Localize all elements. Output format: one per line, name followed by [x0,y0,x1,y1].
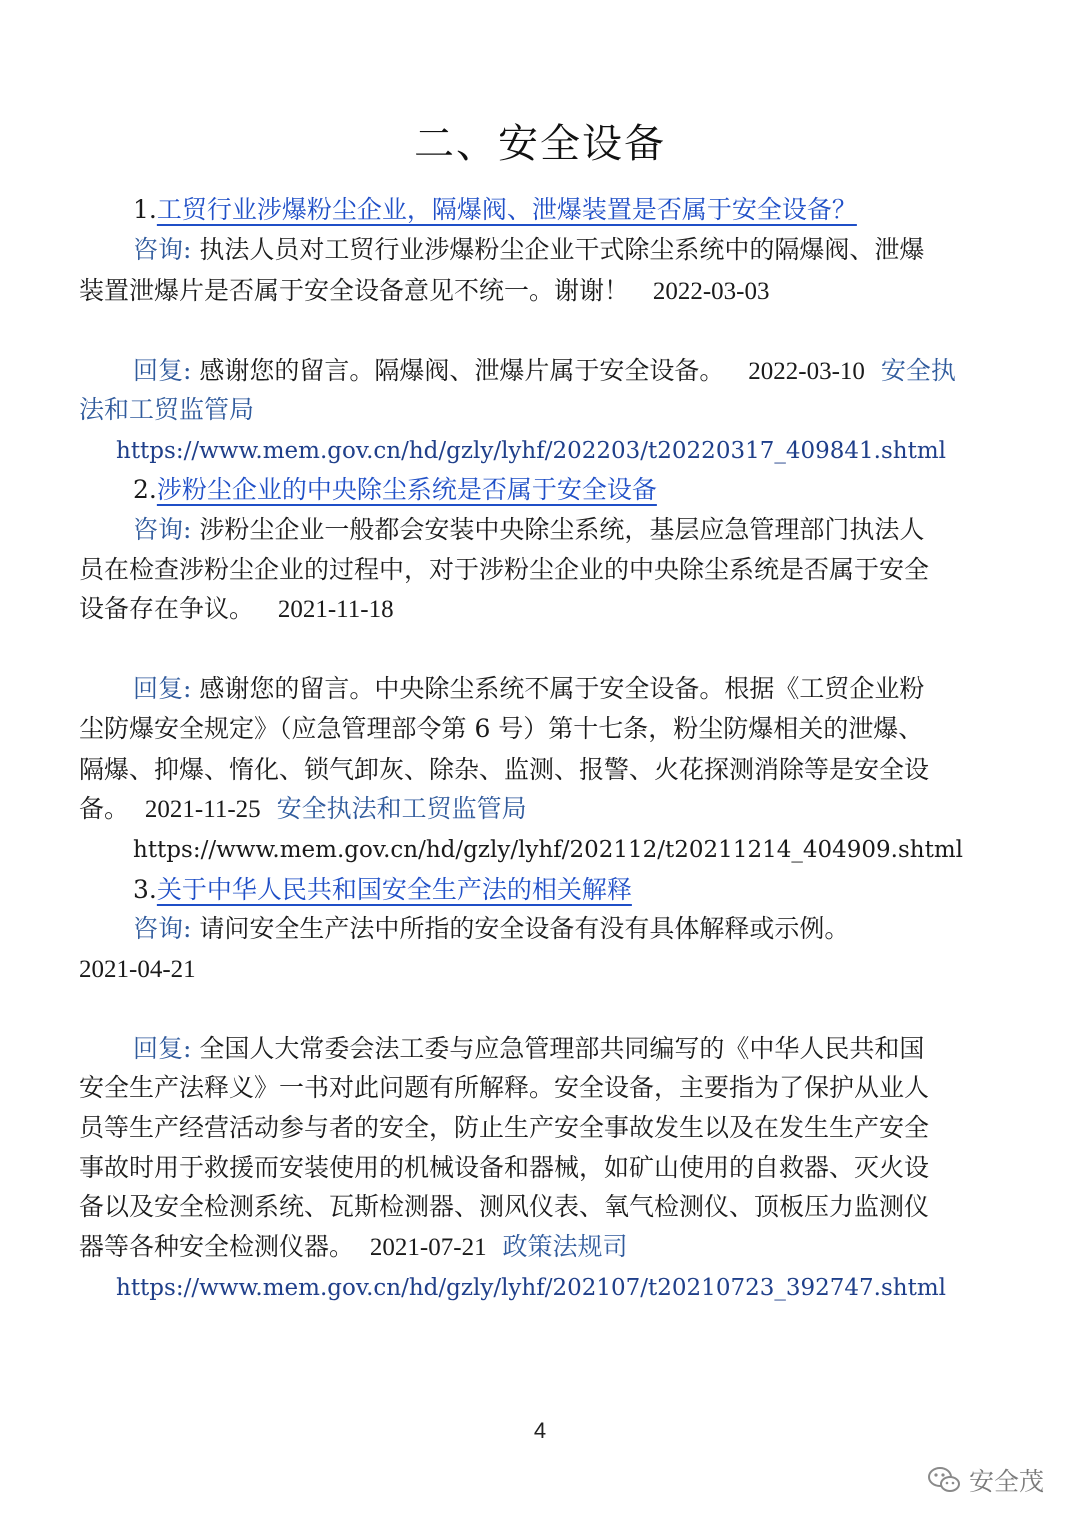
watermark [927,1462,1044,1498]
consult-2-line2: 员在检查涉粉尘企业的过程中，对于涉粉尘企业的中央除尘系统是否属于安全 [79,555,930,584]
reply-3-line6 [79,1227,628,1268]
consult-1-date: 2022-03-03 [652,278,770,305]
question-2-number: 2. [133,475,157,504]
consult-3-label: 咨询: [133,914,192,943]
consult-2-text3: 设备存在争议。 [79,594,255,623]
question-1-link[interactable]: 工贸行业涉爆粉尘企业，隔爆阀、泄爆装置是否属于安全设备？ [156,195,857,224]
question-2 [133,470,657,510]
question-3-link[interactable]: 关于中华人民共和国安全生产法的相关解释 [156,875,632,904]
question-2-link[interactable]: 涉粉尘企业的中央除尘系统是否属于安全设备 [156,475,657,504]
reply-3-line2: 安全生产法释义》一书对此问题有所解释。安全设备，主要指为了保护从业人 [79,1073,930,1102]
reply-2-date: 2021-11-25 [144,796,261,823]
url-3[interactable]: https://www.mem.gov.cn/hd/gzly/lyhf/202107/t20210723_392747.shtml [116,1275,946,1301]
consult-2-date: 2021-11-18 [277,596,394,623]
url-1[interactable]: https://www.mem.gov.cn/hd/gzly/lyhf/202203/t20220317_409841.shtml [116,438,946,464]
consult-3-date: 2021-04-21 [79,956,196,983]
reply-1-label: 回复: [133,356,192,385]
reply-3-dept: 政策法规司 [502,1232,628,1261]
wechat-icon [927,1465,961,1495]
reply-2-line2: 尘防爆安全规定》（应急管理部令第 6 号）第十七条，粉尘防爆相关的泄爆、 [79,714,924,743]
reply-1-dept: 安全执 [880,356,956,385]
reply-3-line1 [133,1029,924,1069]
consult-1-line1 [133,230,924,270]
reply-2-dept: 安全执法和工贸监管局 [276,794,527,823]
reply-3-text6: 器等各种安全检测仪器。 [79,1232,355,1261]
consult-2-label: 咨询: [133,515,192,544]
question-1-number: 1. [133,195,157,224]
consult-1-label: 咨询: [133,235,192,264]
url-2[interactable]: https://www.mem.gov.cn/hd/gzly/lyhf/202112/t20211214_404909.shtml [133,837,963,863]
reply-3-line3: 员等生产经营活动参与者的安全，防止生产安全事故发生以及在发生生产安全 [79,1113,930,1142]
consult-2-line3 [79,589,394,630]
consult-1-text2: 装置泄爆片是否属于安全设备意见不统一。谢谢！ [79,276,630,305]
question-3-number: 3. [133,875,157,904]
reply-3-line5: 备以及安全检测系统、瓦斯检测器、测风仪表、氧气检测仪、顶板压力监测仪 [79,1192,930,1221]
consult-1-text: 执法人员对工贸行业涉爆粉尘企业干式除尘系统中的隔爆阀、泄爆 [199,235,925,264]
reply-2-text4: 备。 [79,794,130,823]
consult-2-line1 [133,510,924,550]
reply-1-text: 感谢您的留言。隔爆阀、泄爆片属于安全设备。 [199,356,725,385]
consult-3-line1 [133,909,849,949]
reply-2-label: 回复: [133,674,192,703]
question-3 [133,870,632,910]
reply-1-line2 [79,390,254,430]
reply-3-label: 回复: [133,1034,192,1063]
reply-1-line1 [133,351,956,392]
consult-2-text: 涉粉尘企业一般都会安装中央除尘系统，基层应急管理部门执法人 [199,515,925,544]
reply-2-line1 [133,669,924,709]
watermark-text: 安全茂 [968,1467,1044,1496]
reply-3-date: 2021-07-21 [369,1234,487,1261]
consult-3-text: 请问安全生产法中所指的安全设备有没有具体解释或示例。 [199,914,850,943]
reply-2-line4 [79,789,527,830]
page-number: 4 [533,1418,547,1443]
question-1 [133,190,857,230]
reply-3-text: 全国人大常委会法工委与应急管理部共同编写的《中华人民共和国 [199,1034,925,1063]
reply-2-text: 感谢您的留言。中央除尘系统不属于安全设备。根据《工贸企业粉 [199,674,925,703]
reply-1-dept-cont: 法和工贸监管局 [79,395,255,424]
consult-1-line2 [79,271,770,312]
reply-3-line4: 事故时用于救援而安装使用的机械设备和器械，如矿山使用的自救器、灭火设 [79,1153,930,1182]
reply-1-date: 2022-03-10 [748,358,865,385]
page-title: 二、安全设备 [414,121,666,167]
reply-2-line3: 隔爆、抑爆、惰化、锁气卸灰、除杂、监测、报警、火花探测消除等是安全设 [79,755,930,784]
